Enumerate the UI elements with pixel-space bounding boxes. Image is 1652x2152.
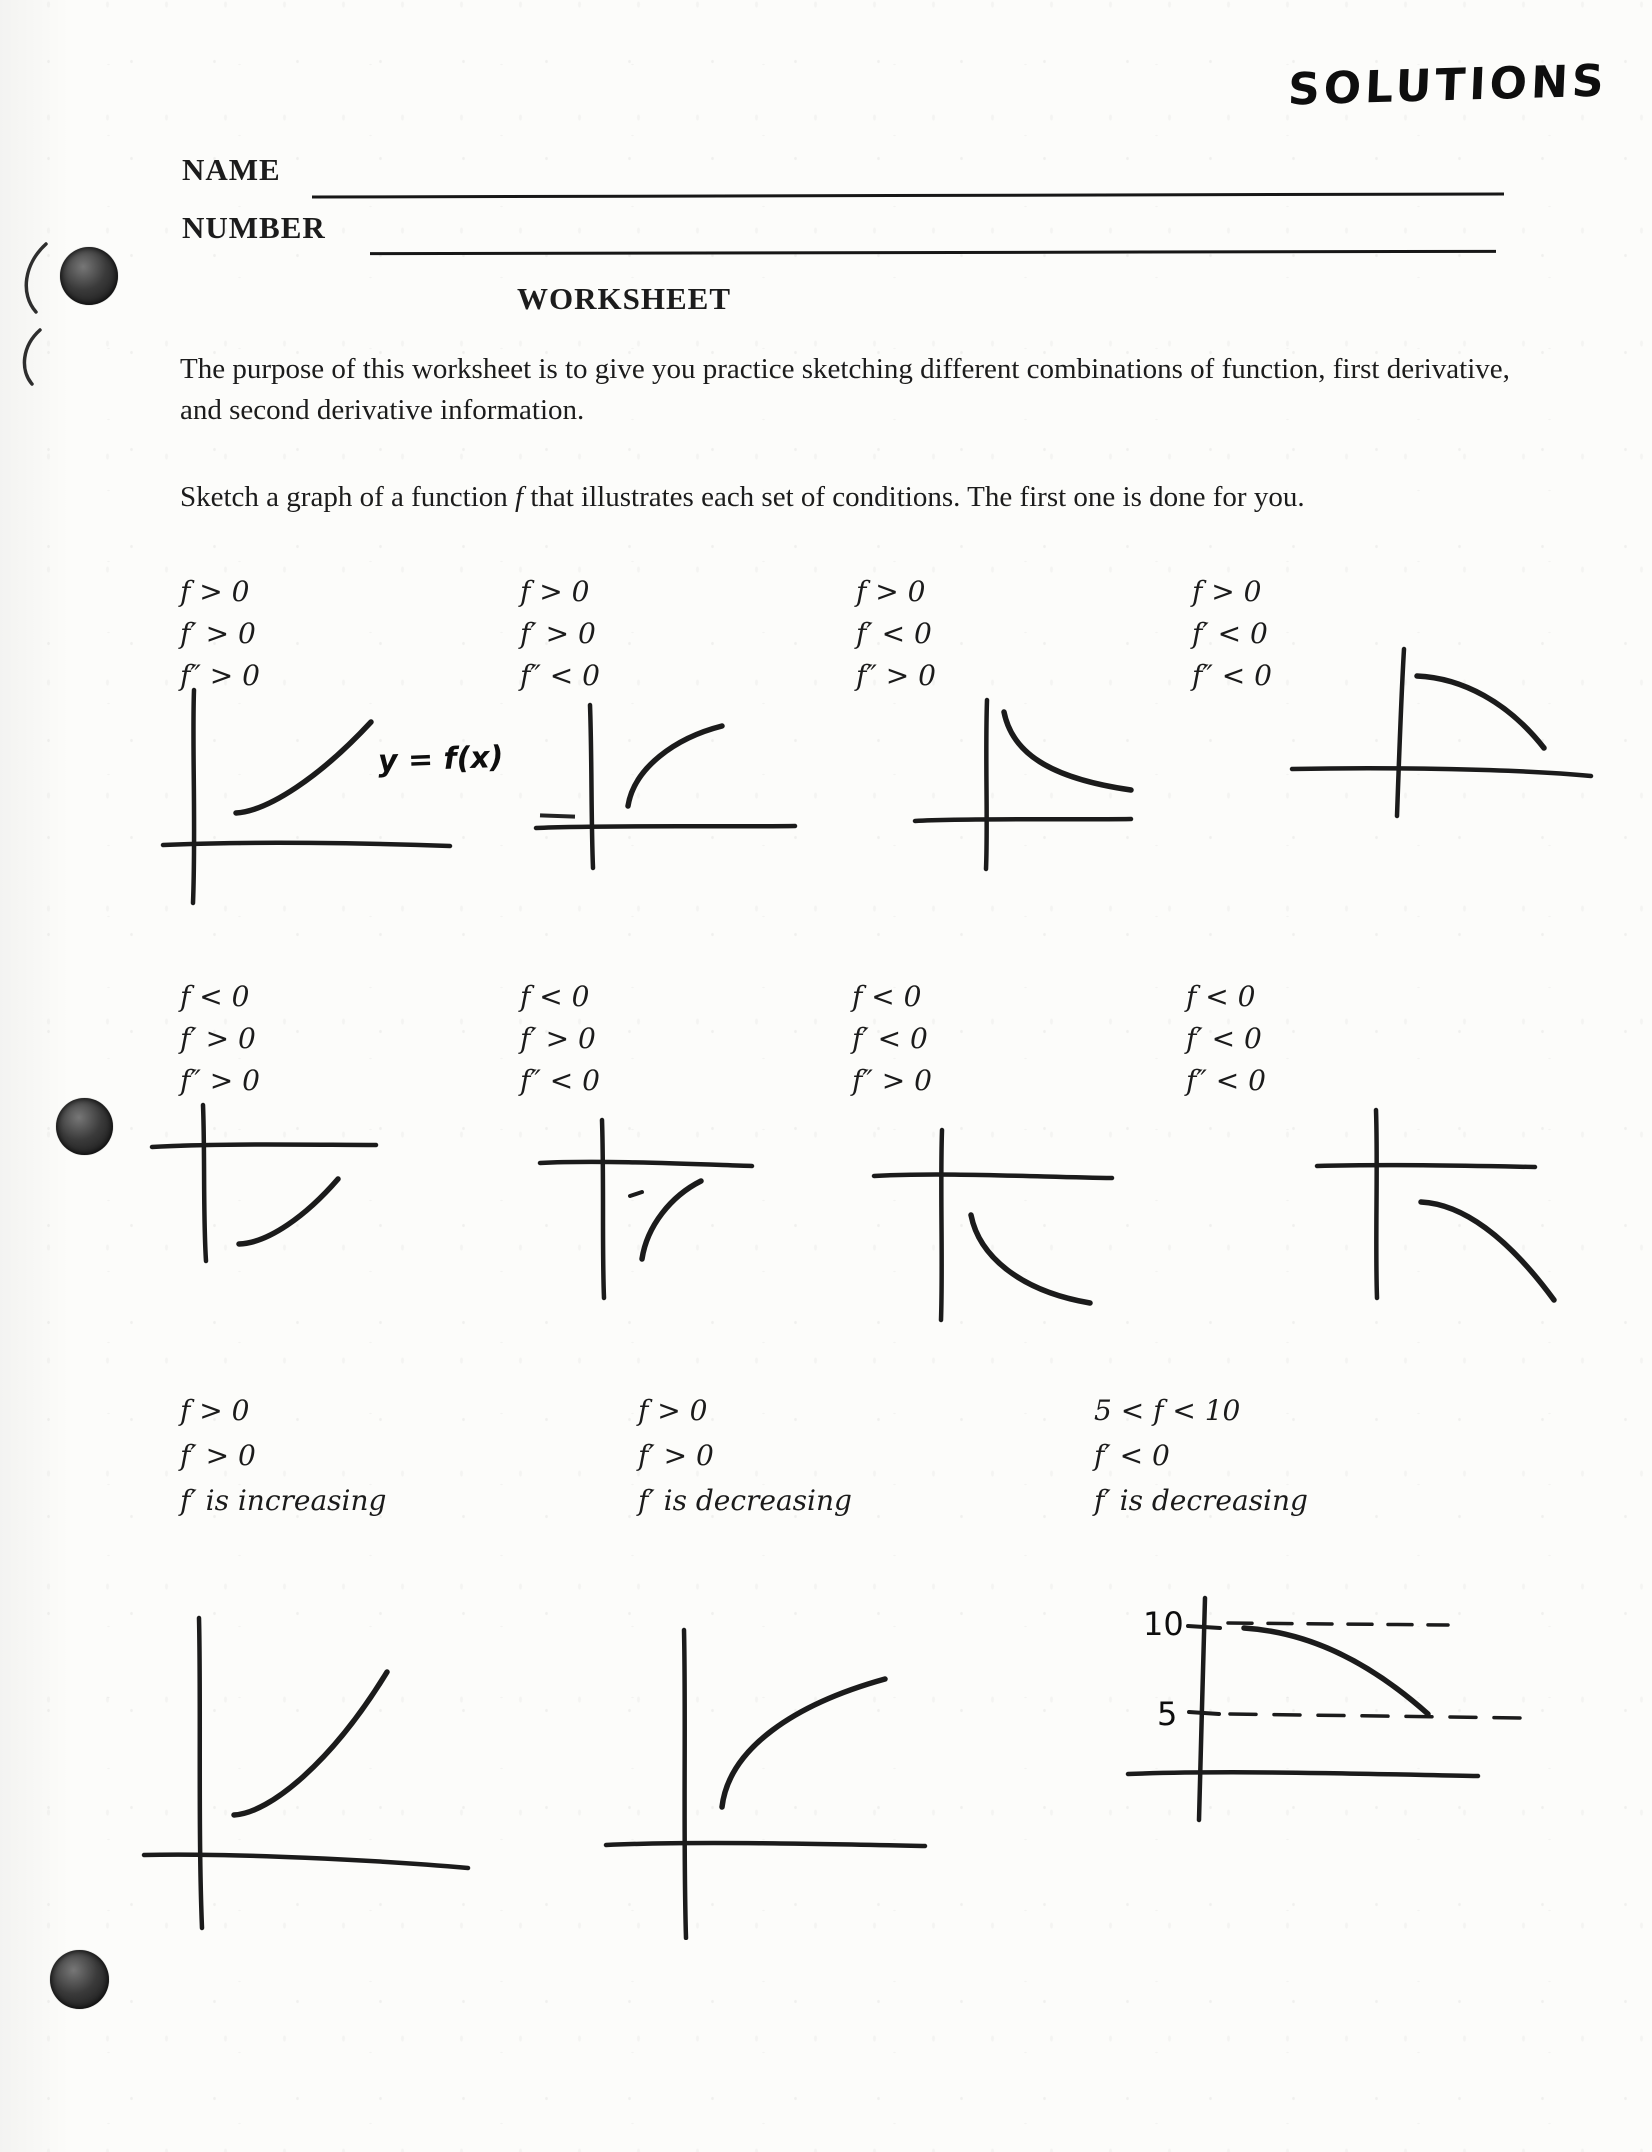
y-tick-10: [1188, 1626, 1220, 1628]
condition-line: f″ > 0: [852, 1064, 932, 1097]
sketch-problem-3: [890, 680, 1150, 880]
number-blank-line[interactable]: [370, 250, 1496, 255]
paren-scuff-marks: [8, 236, 58, 386]
condition-line: f″ < 0: [520, 659, 600, 692]
curve: [971, 1215, 1090, 1303]
condition-line: f < 0: [1186, 980, 1256, 1013]
condition-line: f″ < 0: [1186, 1064, 1266, 1097]
problem-5-conditions: [180, 976, 260, 1102]
problem-7-conditions: [852, 976, 932, 1102]
y-axis: [203, 1105, 206, 1261]
y-axis: [941, 1130, 942, 1320]
curve: [239, 1179, 338, 1244]
hole-punch-bottom: [50, 1950, 109, 2009]
curve: [1244, 1628, 1428, 1714]
y-axis: [1397, 649, 1404, 816]
x-axis: [163, 843, 450, 846]
condition-line: f > 0: [180, 1394, 250, 1427]
condition-line: f′ is increasing: [180, 1484, 387, 1517]
condition-line: f < 0: [180, 980, 250, 1013]
problem-3-conditions: [856, 571, 936, 697]
sketch-problem-1: [160, 685, 580, 915]
dashed-guide-5: [1230, 1714, 1522, 1718]
y-tick-label-5: 5: [1157, 1695, 1178, 1733]
curve: [628, 726, 722, 806]
sketch-problem-4: [1270, 630, 1600, 840]
condition-line: f″ < 0: [520, 1064, 600, 1097]
curve-label: y = f(x): [377, 739, 504, 780]
x-axis: [915, 819, 1131, 821]
hole-punch-middle: [56, 1098, 113, 1155]
condition-line: f < 0: [852, 980, 922, 1013]
sketch-problem-7: [860, 1110, 1120, 1325]
problem-10-conditions: [638, 1388, 852, 1523]
sketch-problem-5: [140, 1095, 390, 1275]
page-title: WORKSHEET: [517, 281, 731, 316]
condition-line: f′ < 0: [1192, 617, 1268, 650]
problem-4-conditions: [1192, 571, 1272, 697]
y-axis: [590, 705, 593, 868]
curve: [234, 1672, 387, 1815]
condition-line: f′ > 0: [520, 1022, 596, 1055]
y-axis: [1376, 1110, 1377, 1298]
hole-punch-top: [60, 247, 118, 305]
y-tick-label-10: 10: [1143, 1605, 1184, 1643]
x-axis: [874, 1174, 1112, 1178]
condition-line: f′ is decreasing: [638, 1484, 852, 1517]
sketch-problem-8: [1300, 1100, 1575, 1310]
name-label: NAME: [182, 152, 281, 187]
curve: [1417, 676, 1544, 748]
condition-line: f > 0: [520, 575, 590, 608]
condition-line: f > 0: [180, 575, 250, 608]
y-axis: [986, 700, 987, 869]
x-axis: [540, 1162, 752, 1166]
problem-11-conditions: [1094, 1388, 1308, 1523]
condition-line: f′ > 0: [180, 1022, 256, 1055]
problem-1-conditions: [180, 571, 260, 697]
problem-6-conditions: [520, 976, 600, 1102]
condition-line: f′ < 0: [852, 1022, 928, 1055]
curve: [642, 1181, 701, 1259]
x-axis: [1292, 768, 1591, 776]
y-axis: [602, 1120, 604, 1298]
instructions-text-post: that illustrates each set of conditions. The first one is done for you.: [523, 481, 1305, 513]
condition-line: f′ is decreasing: [1094, 1484, 1308, 1517]
x-axis: [144, 1855, 468, 1868]
y-axis: [193, 690, 194, 903]
intro-paragraph: The purpose of this worksheet is to give you practice sketching different combinations of function, first derivative, and second derivative information.: [180, 353, 1510, 426]
condition-line: f′ > 0: [520, 617, 596, 650]
sketch-problem-10: [590, 1620, 940, 1940]
condition-line: f > 0: [856, 575, 926, 608]
condition-line: f > 0: [1192, 575, 1262, 608]
sketch-problem-6: [530, 1100, 760, 1305]
sketch-problem-2: [520, 680, 820, 880]
x-axis: [1317, 1165, 1535, 1167]
condition-line: f″ > 0: [180, 659, 260, 692]
curve: [1421, 1202, 1554, 1300]
x-axis: [1128, 1772, 1478, 1776]
x-axis: [606, 1843, 925, 1846]
curve: [1004, 712, 1131, 790]
condition-line: f′ < 0: [856, 617, 932, 650]
problem-2-conditions: [520, 571, 600, 697]
y-axis: [1199, 1598, 1205, 1820]
dashed-guide-10: [1228, 1623, 1448, 1625]
problem-8-conditions: [1186, 976, 1266, 1102]
y-tick-5: [1189, 1712, 1219, 1714]
condition-line: f′ > 0: [180, 617, 256, 650]
instructions-text-pre: Sketch a graph of a function: [180, 481, 516, 513]
condition-line: f′ < 0: [1186, 1022, 1262, 1055]
y-axis: [684, 1630, 686, 1938]
instructions-paragraph: [180, 477, 1552, 518]
curve: [236, 722, 371, 813]
stray-mark: [630, 1192, 642, 1196]
condition-line: f″ < 0: [1192, 659, 1272, 692]
condition-line: f″ > 0: [856, 659, 936, 692]
condition-line: f > 0: [638, 1394, 708, 1427]
condition-line: f < 0: [520, 980, 590, 1013]
name-blank-line[interactable]: [312, 192, 1504, 198]
x-axis: [536, 826, 795, 828]
condition-line: f′ < 0: [1094, 1439, 1170, 1472]
condition-line: f′ > 0: [180, 1439, 256, 1472]
instructions-f-symbol: f: [515, 481, 524, 513]
condition-line: f″ > 0: [180, 1064, 260, 1097]
x-axis: [152, 1145, 376, 1148]
condition-line: 5 < f < 10: [1094, 1394, 1241, 1427]
y-axis: [199, 1618, 202, 1928]
solutions-handwriting: SOLUTIONS: [1286, 55, 1609, 116]
curve: [722, 1679, 885, 1807]
sketch-problem-9: [130, 1610, 480, 1940]
problem-9-conditions: [180, 1388, 386, 1523]
number-label: NUMBER: [182, 210, 326, 245]
condition-line: f′ > 0: [638, 1439, 714, 1472]
